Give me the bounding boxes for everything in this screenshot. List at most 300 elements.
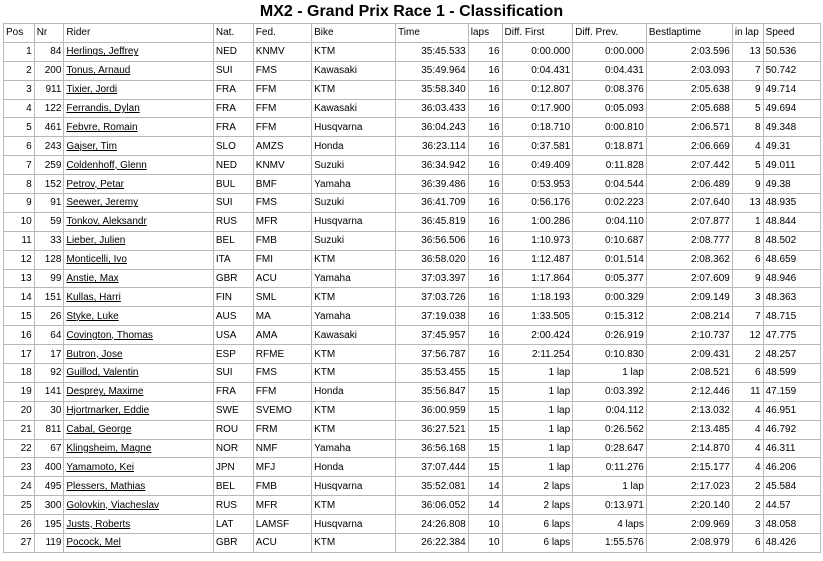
cell-nat: NED: [213, 156, 253, 175]
cell-laps: 16: [468, 156, 502, 175]
rider-link[interactable]: Anstie, Max: [66, 273, 119, 285]
cell-pos: 18: [4, 364, 35, 383]
cell-fed: FFM: [253, 382, 311, 401]
rider-link[interactable]: Herlings, Jeffrey: [66, 46, 139, 58]
header-row: [4, 24, 821, 43]
cell-laps: 16: [468, 61, 502, 80]
table-row: [4, 250, 821, 269]
table-row: [4, 364, 821, 383]
cell-bike: Husqvarna: [312, 515, 396, 534]
cell-in-lap: 13: [732, 42, 763, 61]
cell-speed: 49.31: [763, 137, 820, 156]
cell-nat: ITA: [213, 250, 253, 269]
cell-pos: 15: [4, 307, 35, 326]
table-row: [4, 515, 821, 534]
cell-diff-prev: 0:11.276: [573, 458, 647, 477]
rider-link[interactable]: Covington, Thomas: [66, 329, 153, 341]
cell-in-lap: 7: [732, 307, 763, 326]
cell-fed: KNMV: [253, 42, 311, 61]
cell-time: 36:45.819: [396, 212, 469, 231]
cell-speed: 48.659: [763, 250, 820, 269]
cell-in-lap: 9: [732, 80, 763, 99]
cell-bestlaptime: 2:06.571: [646, 118, 732, 137]
cell-diff-prev: 0:15.312: [573, 307, 647, 326]
cell-rider: [64, 534, 213, 553]
cell-bestlaptime: 2:06.669: [646, 137, 732, 156]
cell-fed: LAMSF: [253, 515, 311, 534]
cell-diff-prev: 0:05.093: [573, 99, 647, 118]
cell-bike: Yamaha: [312, 307, 396, 326]
rider-link[interactable]: Petrov, Petar: [66, 178, 125, 190]
cell-time: 36:06.052: [396, 496, 469, 515]
cell-laps: 15: [468, 458, 502, 477]
cell-pos: 6: [4, 137, 35, 156]
cell-diff-first: 0:00.000: [502, 42, 573, 61]
cell-nr: 195: [34, 515, 64, 534]
cell-bike: Kawasaki: [312, 99, 396, 118]
cell-diff-first: 0:04.431: [502, 61, 573, 80]
cell-time: 35:49.964: [396, 61, 469, 80]
cell-time: 37:07.444: [396, 458, 469, 477]
cell-speed: 49.348: [763, 118, 820, 137]
cell-nat: BEL: [213, 477, 253, 496]
cell-diff-prev: 0:02.223: [573, 194, 647, 213]
cell-laps: 16: [468, 212, 502, 231]
cell-pos: 8: [4, 175, 35, 194]
table-row: [4, 401, 821, 420]
cell-nr: 92: [34, 364, 64, 383]
cell-rider: [64, 80, 213, 99]
cell-pos: 1: [4, 42, 35, 61]
cell-time: 36:56.168: [396, 439, 469, 458]
cell-laps: 16: [468, 288, 502, 307]
cell-in-lap: 4: [732, 420, 763, 439]
cell-pos: 17: [4, 345, 35, 364]
cell-nat: AUS: [213, 307, 253, 326]
cell-nr: 243: [34, 137, 64, 156]
cell-diff-prev: 0:10.830: [573, 345, 647, 364]
rider-link[interactable]: Tonus, Arnaud: [66, 65, 131, 77]
cell-bike: Suzuki: [312, 156, 396, 175]
cell-bestlaptime: 2:07.609: [646, 269, 732, 288]
cell-diff-first: 0:37.581: [502, 137, 573, 156]
cell-nat: FIN: [213, 288, 253, 307]
cell-fed: FRM: [253, 420, 311, 439]
cell-rider: [64, 307, 213, 326]
cell-nr: 33: [34, 231, 64, 250]
cell-laps: 16: [468, 175, 502, 194]
cell-nr: 99: [34, 269, 64, 288]
cell-laps: 15: [468, 420, 502, 439]
rider-link[interactable]: Kullas, Harri: [66, 291, 121, 303]
cell-pos: 12: [4, 250, 35, 269]
cell-speed: 49.38: [763, 175, 820, 194]
rider-link[interactable]: Klingsheim, Magne: [66, 443, 152, 455]
cell-nat: FRA: [213, 382, 253, 401]
cell-in-lap: 4: [732, 439, 763, 458]
table-row: [4, 137, 821, 156]
cell-bestlaptime: 2:03.093: [646, 61, 732, 80]
cell-time: 36:00.959: [396, 401, 469, 420]
cell-diff-prev: 0:13.971: [573, 496, 647, 515]
cell-nat: SUI: [213, 61, 253, 80]
table-row: [4, 458, 821, 477]
cell-bike: KTM: [312, 345, 396, 364]
cell-fed: ACU: [253, 269, 311, 288]
cell-speed: 47.159: [763, 382, 820, 401]
rider-link[interactable]: Desprey, Maxime: [66, 386, 144, 398]
cell-in-lap: 1: [732, 212, 763, 231]
cell-nat: GBR: [213, 534, 253, 553]
cell-laps: 15: [468, 382, 502, 401]
cell-nr: 64: [34, 326, 64, 345]
column-header-nr: Nr: [34, 24, 64, 43]
cell-speed: 50.742: [763, 61, 820, 80]
cell-nat: FRA: [213, 118, 253, 137]
rider-link[interactable]: Styke, Luke: [66, 310, 119, 322]
cell-bestlaptime: 2:08.979: [646, 534, 732, 553]
cell-bike: Yamaha: [312, 175, 396, 194]
cell-fed: FFM: [253, 118, 311, 137]
rider-link[interactable]: Ferrandis, Dylan: [66, 103, 140, 114]
cell-bike: KTM: [312, 288, 396, 307]
cell-nat: FRA: [213, 99, 253, 118]
cell-bike: KTM: [312, 496, 396, 515]
cell-fed: RFME: [253, 345, 311, 364]
cell-in-lap: 2: [732, 345, 763, 364]
cell-diff-first: 1 lap: [502, 401, 573, 420]
cell-rider: [64, 288, 213, 307]
cell-fed: SVEMO: [253, 401, 311, 420]
cell-diff-prev: 0:18.871: [573, 137, 647, 156]
cell-pos: 26: [4, 515, 35, 534]
column-header-bestlaptime: Bestlaptime: [646, 24, 732, 43]
cell-diff-prev: 0:04.112: [573, 401, 647, 420]
table-row: [4, 175, 821, 194]
cell-speed: 49.714: [763, 80, 820, 99]
cell-nr: 495: [34, 477, 64, 496]
cell-rider: [64, 515, 213, 534]
cell-nat: FRA: [213, 80, 253, 99]
cell-pos: 3: [4, 80, 35, 99]
cell-rider: [64, 42, 213, 61]
cell-diff-first: 1 lap: [502, 364, 573, 383]
cell-laps: 15: [468, 401, 502, 420]
rider-link[interactable]: Cabal, George: [66, 424, 132, 436]
cell-speed: 48.502: [763, 231, 820, 250]
cell-time: 36:03.433: [396, 99, 469, 118]
table-row: [4, 326, 821, 345]
cell-in-lap: 3: [732, 288, 763, 307]
cell-diff-prev: 1:55.576: [573, 534, 647, 553]
cell-nr: 67: [34, 439, 64, 458]
cell-bestlaptime: 2:08.362: [646, 250, 732, 269]
cell-speed: 48.363: [763, 288, 820, 307]
cell-laps: 16: [468, 269, 502, 288]
cell-bestlaptime: 2:06.489: [646, 175, 732, 194]
cell-diff-first: 1 lap: [502, 382, 573, 401]
rider-link[interactable]: Tonkov, Aleksandr: [66, 216, 147, 228]
cell-pos: 22: [4, 439, 35, 458]
cell-diff-first: 0:18.710: [502, 118, 573, 137]
cell-time: 37:03.726: [396, 288, 469, 307]
cell-rider: [64, 364, 213, 383]
table-row: [4, 439, 821, 458]
cell-bike: Husqvarna: [312, 212, 396, 231]
cell-laps: 15: [468, 439, 502, 458]
cell-in-lap: 12: [732, 326, 763, 345]
cell-fed: FMI: [253, 250, 311, 269]
cell-time: 36:41.709: [396, 194, 469, 213]
cell-pos: 5: [4, 118, 35, 137]
rider-link[interactable]: Gajser, Tim: [66, 140, 117, 152]
cell-nat: SLO: [213, 137, 253, 156]
cell-bestlaptime: 2:08.214: [646, 307, 732, 326]
cell-rider: [64, 156, 213, 175]
cell-bike: KTM: [312, 401, 396, 420]
cell-nr: 911: [34, 80, 64, 99]
table-row: [4, 118, 821, 137]
cell-time: 24:26.808: [396, 515, 469, 534]
cell-nr: 461: [34, 118, 64, 137]
rider-link[interactable]: Hjortmarker, Eddie: [66, 405, 150, 417]
cell-nr: 141: [34, 382, 64, 401]
cell-nat: GBR: [213, 269, 253, 288]
cell-diff-prev: 0:05.377: [573, 269, 647, 288]
cell-speed: 46.311: [763, 439, 820, 458]
cell-time: 36:23.114: [396, 137, 469, 156]
cell-time: 36:39.486: [396, 175, 469, 194]
cell-nat: USA: [213, 326, 253, 345]
cell-nr: 30: [34, 401, 64, 420]
cell-diff-prev: 0:10.687: [573, 231, 647, 250]
cell-bestlaptime: 2:09.149: [646, 288, 732, 307]
cell-rider: [64, 99, 213, 118]
cell-laps: 16: [468, 250, 502, 269]
cell-nat: SWE: [213, 401, 253, 420]
cell-bestlaptime: 2:05.638: [646, 80, 732, 99]
cell-fed: FMS: [253, 364, 311, 383]
cell-diff-first: 2:00.424: [502, 326, 573, 345]
cell-speed: 46.792: [763, 420, 820, 439]
cell-laps: 16: [468, 80, 502, 99]
cell-diff-first: 2 laps: [502, 477, 573, 496]
cell-bestlaptime: 2:13.485: [646, 420, 732, 439]
rider-link[interactable]: Febvre, Romain: [66, 121, 138, 133]
table-row: [4, 269, 821, 288]
cell-time: 35:53.455: [396, 364, 469, 383]
cell-time: 36:27.521: [396, 420, 469, 439]
cell-laps: 16: [468, 137, 502, 156]
cell-bestlaptime: 2:03.596: [646, 42, 732, 61]
rider-link[interactable]: Pocock, Mel: [66, 537, 121, 549]
cell-pos: 20: [4, 401, 35, 420]
cell-diff-prev: 0:03.392: [573, 382, 647, 401]
cell-bike: KTM: [312, 364, 396, 383]
cell-pos: 11: [4, 231, 35, 250]
rider-link[interactable]: Lieber, Julien: [66, 235, 126, 247]
cell-nat: SUI: [213, 194, 253, 213]
cell-diff-prev: 0:11.828: [573, 156, 647, 175]
cell-diff-first: 0:53.953: [502, 175, 573, 194]
cell-laps: 10: [468, 515, 502, 534]
cell-laps: 14: [468, 496, 502, 515]
cell-pos: 7: [4, 156, 35, 175]
cell-in-lap: 2: [732, 477, 763, 496]
cell-nr: 811: [34, 420, 64, 439]
cell-diff-first: 2 laps: [502, 496, 573, 515]
table-row: [4, 156, 821, 175]
cell-time: 36:56.506: [396, 231, 469, 250]
cell-nat: NOR: [213, 439, 253, 458]
cell-pos: 23: [4, 458, 35, 477]
cell-bike: Honda: [312, 137, 396, 156]
cell-nr: 128: [34, 250, 64, 269]
cell-time: 37:56.787: [396, 345, 469, 364]
cell-fed: SML: [253, 288, 311, 307]
classification-table: [3, 23, 821, 553]
rider-link[interactable]: Plessers, Mathias: [66, 480, 146, 492]
cell-bestlaptime: 2:09.431: [646, 345, 732, 364]
rider-link[interactable]: Seewer, Jeremy: [66, 197, 139, 209]
rider-link[interactable]: Coldenhoff, Glenn: [66, 159, 147, 171]
cell-fed: FFM: [253, 80, 311, 99]
cell-nat: JPN: [213, 458, 253, 477]
cell-diff-prev: 0:08.376: [573, 80, 647, 99]
rider-link[interactable]: Yamamoto, Kei: [66, 461, 135, 473]
cell-laps: 15: [468, 364, 502, 383]
cell-diff-prev: 1 lap: [573, 477, 647, 496]
cell-diff-prev: 0:00.329: [573, 288, 647, 307]
cell-speed: 49.011: [763, 156, 820, 175]
cell-diff-prev: 0:00.000: [573, 42, 647, 61]
cell-diff-first: 1 lap: [502, 439, 573, 458]
cell-fed: KNMV: [253, 156, 311, 175]
column-header-pos: Pos: [4, 24, 35, 43]
cell-fed: MFR: [253, 496, 311, 515]
cell-bestlaptime: 2:13.032: [646, 401, 732, 420]
cell-pos: 13: [4, 269, 35, 288]
cell-bike: Yamaha: [312, 439, 396, 458]
rider-link[interactable]: Monticelli, Ivo: [66, 254, 127, 266]
cell-nat: LAT: [213, 515, 253, 534]
cell-pos: 21: [4, 420, 35, 439]
cell-speed: 48.058: [763, 515, 820, 534]
cell-diff-first: 0:56.176: [502, 194, 573, 213]
cell-diff-first: 1:12.487: [502, 250, 573, 269]
cell-rider: [64, 250, 213, 269]
cell-rider: [64, 420, 213, 439]
cell-nr: 17: [34, 345, 64, 364]
cell-laps: 16: [468, 99, 502, 118]
cell-bestlaptime: 2:07.442: [646, 156, 732, 175]
cell-diff-first: 0:17.900: [502, 99, 573, 118]
column-header-diff-first: Diff. First: [502, 24, 573, 43]
cell-diff-prev: 0:00.810: [573, 118, 647, 137]
cell-nat: ESP: [213, 345, 253, 364]
cell-bestlaptime: 2:08.521: [646, 364, 732, 383]
cell-time: 37:19.038: [396, 307, 469, 326]
cell-pos: 10: [4, 212, 35, 231]
cell-nr: 151: [34, 288, 64, 307]
column-header-rider: Rider: [64, 24, 213, 43]
cell-speed: 48.935: [763, 194, 820, 213]
cell-in-lap: 7: [732, 61, 763, 80]
column-header-in-lap: in lap: [732, 24, 763, 43]
column-header-speed: Speed: [763, 24, 820, 43]
cell-time: 37:03.397: [396, 269, 469, 288]
cell-diff-first: 0:49.409: [502, 156, 573, 175]
cell-nr: 300: [34, 496, 64, 515]
rider-link[interactable]: Tixier, Jordi: [66, 84, 118, 96]
page-title: MX2 - Grand Prix Race 1 - Classification: [259, 3, 564, 20]
cell-speed: 48.844: [763, 212, 820, 231]
cell-diff-prev: 0:04.110: [573, 212, 647, 231]
cell-bike: KTM: [312, 80, 396, 99]
cell-bike: Suzuki: [312, 194, 396, 213]
cell-diff-prev: 1 lap: [573, 364, 647, 383]
cell-bestlaptime: 2:14.870: [646, 439, 732, 458]
cell-laps: 16: [468, 118, 502, 137]
cell-pos: 16: [4, 326, 35, 345]
cell-nat: NED: [213, 42, 253, 61]
cell-bestlaptime: 2:05.688: [646, 99, 732, 118]
cell-rider: [64, 212, 213, 231]
column-header-nat: Nat.: [213, 24, 253, 43]
table-row: [4, 212, 821, 231]
cell-nr: 200: [34, 61, 64, 80]
rider-link[interactable]: Justs, Roberts: [66, 518, 131, 530]
cell-speed: 46.951: [763, 401, 820, 420]
column-header-laps: laps: [468, 24, 502, 43]
cell-rider: [64, 269, 213, 288]
cell-rider: [64, 61, 213, 80]
cell-in-lap: 11: [732, 382, 763, 401]
cell-in-lap: 8: [732, 231, 763, 250]
cell-fed: FMS: [253, 61, 311, 80]
cell-nat: SUI: [213, 364, 253, 383]
cell-nat: RUS: [213, 212, 253, 231]
cell-fed: ACU: [253, 534, 311, 553]
cell-speed: 45.584: [763, 477, 820, 496]
cell-time: 35:58.340: [396, 80, 469, 99]
cell-time: 35:45.533: [396, 42, 469, 61]
rider-link[interactable]: Butron, Jose: [66, 348, 123, 360]
cell-bestlaptime: 2:12.446: [646, 382, 732, 401]
rider-link[interactable]: Guillod, Valentin: [66, 367, 139, 379]
cell-pos: 25: [4, 496, 35, 515]
cell-bike: KTM: [312, 250, 396, 269]
table-row: [4, 80, 821, 99]
cell-nr: 400: [34, 458, 64, 477]
cell-speed: 48.599: [763, 364, 820, 383]
cell-speed: 48.426: [763, 534, 820, 553]
cell-in-lap: 6: [732, 364, 763, 383]
cell-rider: [64, 401, 213, 420]
cell-fed: AMZS: [253, 137, 311, 156]
rider-link[interactable]: Golovkin, Viacheslav: [66, 499, 160, 511]
cell-diff-prev: 0:26.562: [573, 420, 647, 439]
cell-rider: [64, 345, 213, 364]
cell-diff-first: 1:18.193: [502, 288, 573, 307]
cell-bike: Husqvarna: [312, 118, 396, 137]
cell-rider: [64, 439, 213, 458]
cell-fed: MA: [253, 307, 311, 326]
cell-pos: 24: [4, 477, 35, 496]
cell-in-lap: 13: [732, 194, 763, 213]
cell-bike: Husqvarna: [312, 477, 396, 496]
cell-rider: [64, 382, 213, 401]
